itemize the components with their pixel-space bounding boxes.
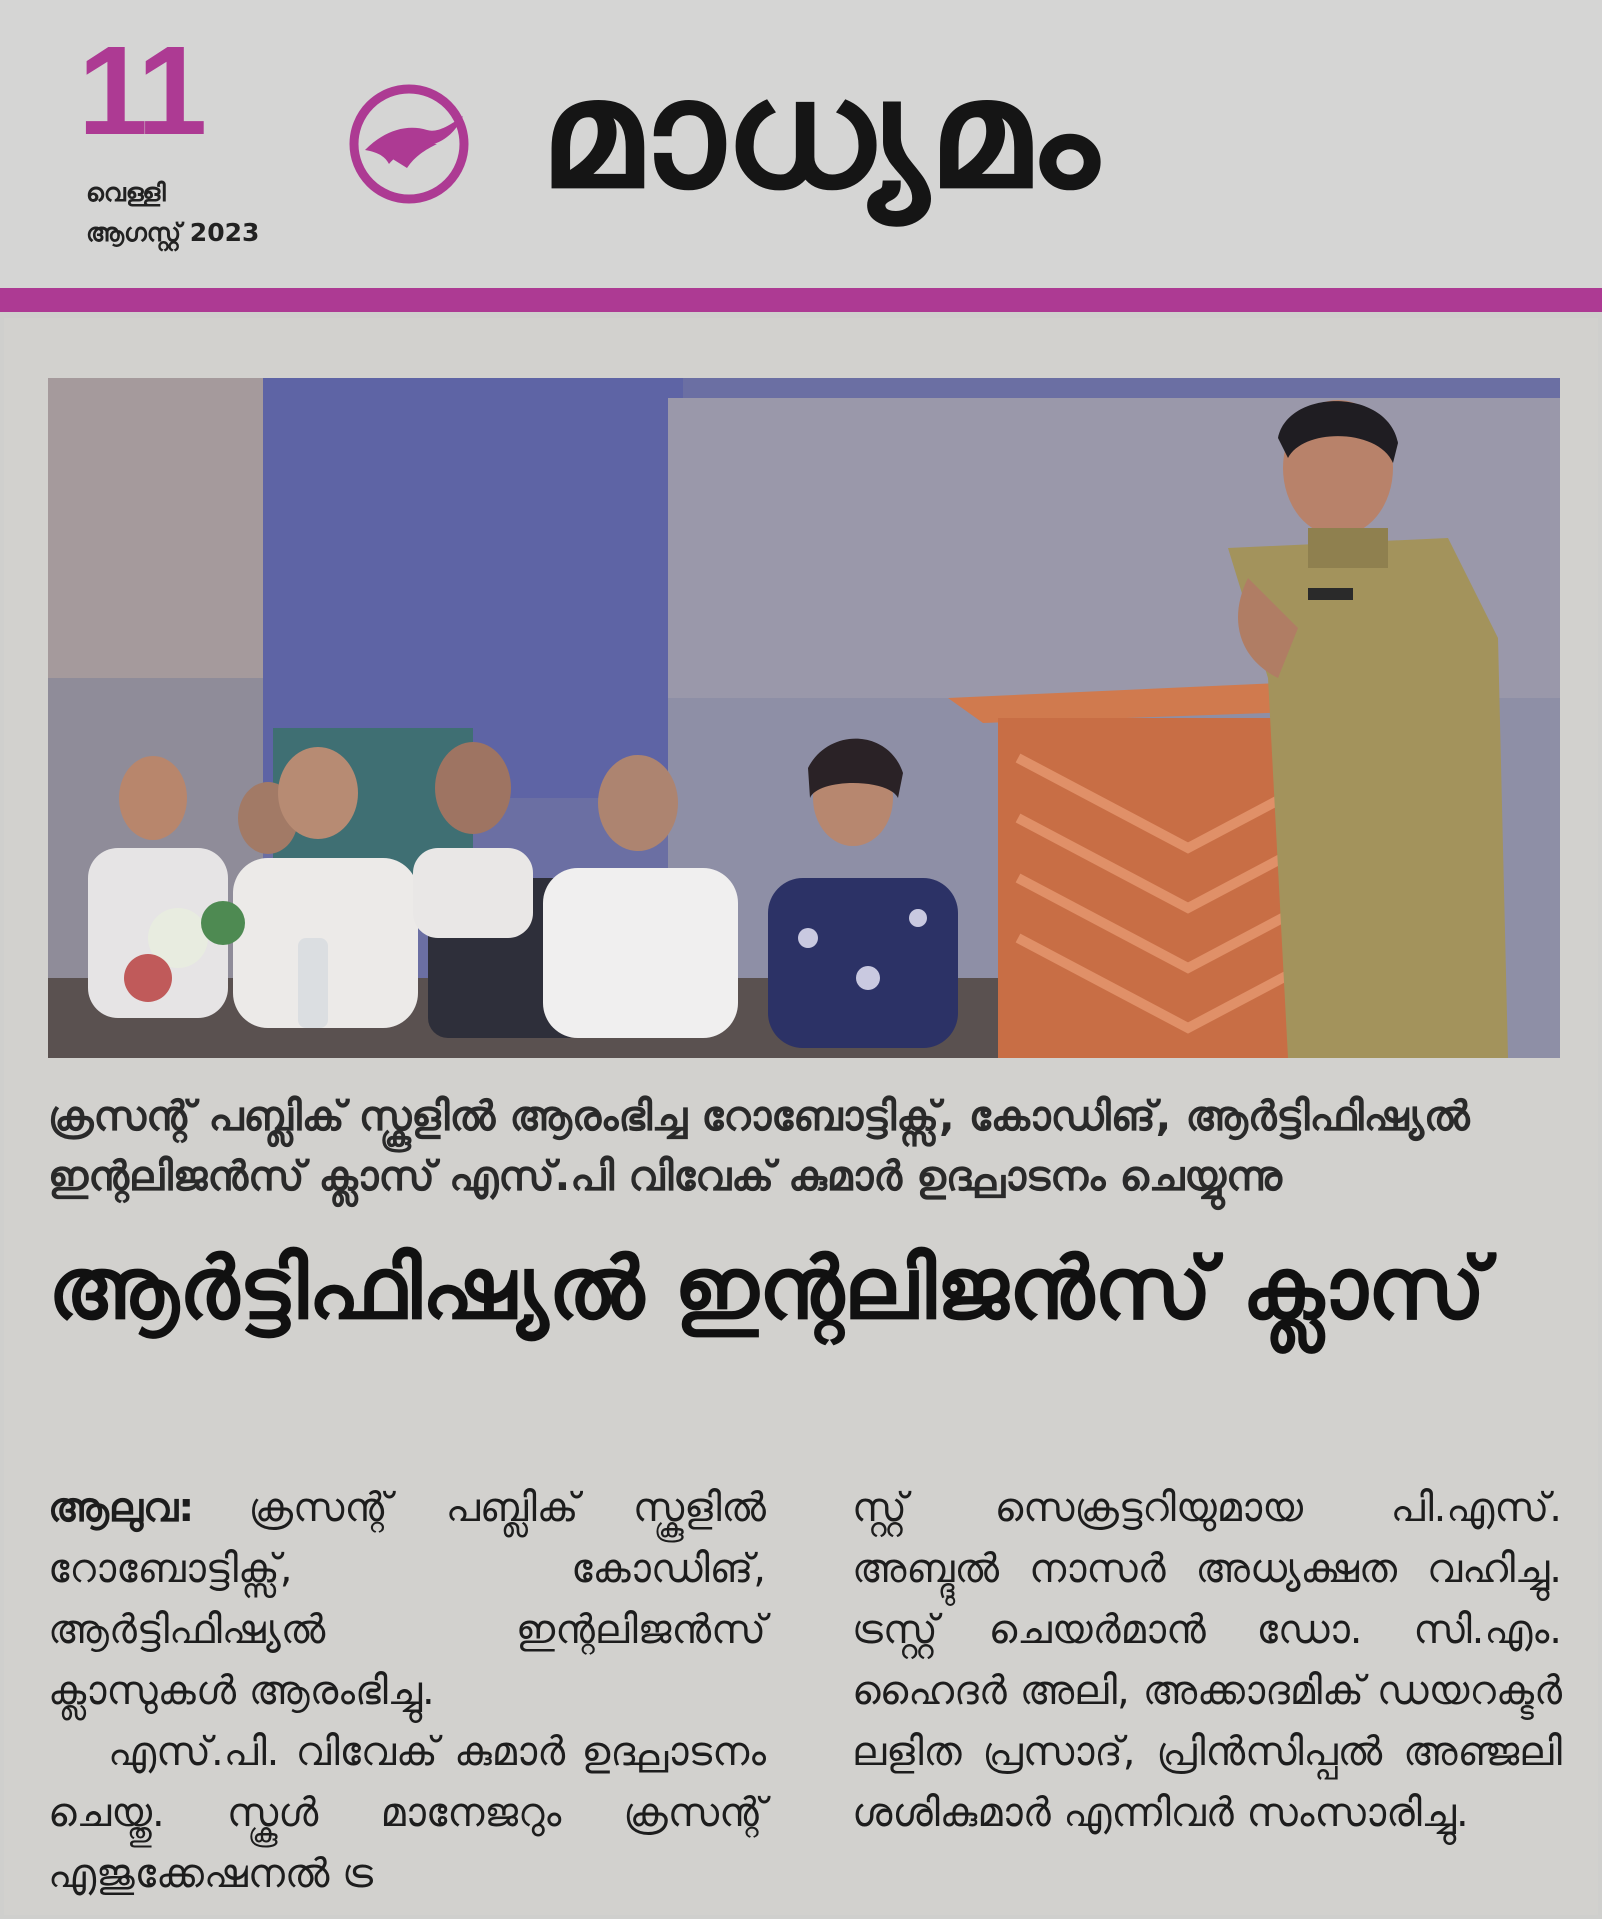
date-day: വെള്ളി (86, 178, 166, 207)
body-left-paragraph-1: ക്രസന്റ് പബ്ലിക് സ്കൂളിൽ റോബോട്ടിക്സ്, കോഡിങ്, ആർട്ടിഫിഷ്യൽ ഇന്റലിജൻസ് ക്ലാസുകൾ ആരംഭിച്ചു. (48, 1485, 766, 1714)
article-body-right (852, 1478, 1562, 1844)
event-photo (48, 378, 1560, 1058)
article-body-left (48, 1478, 766, 1905)
date-number: 11 (78, 20, 204, 161)
masthead-rule (0, 288, 1602, 312)
date-month-year: ആഗസ്റ്റ് 2023 (86, 218, 260, 247)
newspaper-logo: മാധ്യമം (540, 48, 1099, 222)
bird-circle-emblem-icon (345, 80, 473, 208)
article-headline: ആർട്ടിഫിഷ്യൽ ഇന്റലിജൻസ് ക്ലാസ് (48, 1239, 1486, 1339)
photo-caption: ക്രസന്റ് പബ്ലിക് സ്കൂളിൽ ആരംഭിച്ച റോബോട്ടിക്സ്, കോഡിങ്, ആർട്ടിഫിഷ്യൽ ഇന്റലിജൻസ് ക്ലാസ് എസ്.പി വിവേക് കുമാർ ഉദ്ഘാടനം ചെയ്യുന്നു (48, 1092, 1470, 1200)
body-right-paragraph: സ്റ്റ് സെക്രട്ടറിയുമായ പി.എസ്. അബ്ദുൽ നാസർ അധ്യക്ഷത വഹിച്ചു. ട്രസ്റ്റ് ചെയർമാൻ ഡോ. സി.എം. ഹൈദർ അലി, അക്കാദമിക് ഡയറക്ടർ ലളിത പ്രസാദ്, പ്രിൻസിപ്പൽ അഞ്ജലി ശശികുമാർ എന്നിവർ സംസാരിച്ചു. (852, 1485, 1562, 1836)
dateline: ആലുവ: (48, 1485, 195, 1531)
body-left-paragraph-2: എസ്.പി. വിവേക് കുമാർ ഉദ്ഘാടനം ചെയ്തു. സ്കൂൾ മാനേജറും ക്രസന്റ് എജുക്കേഷനൽ ട്ര (48, 1729, 766, 1897)
masthead (0, 0, 1602, 288)
